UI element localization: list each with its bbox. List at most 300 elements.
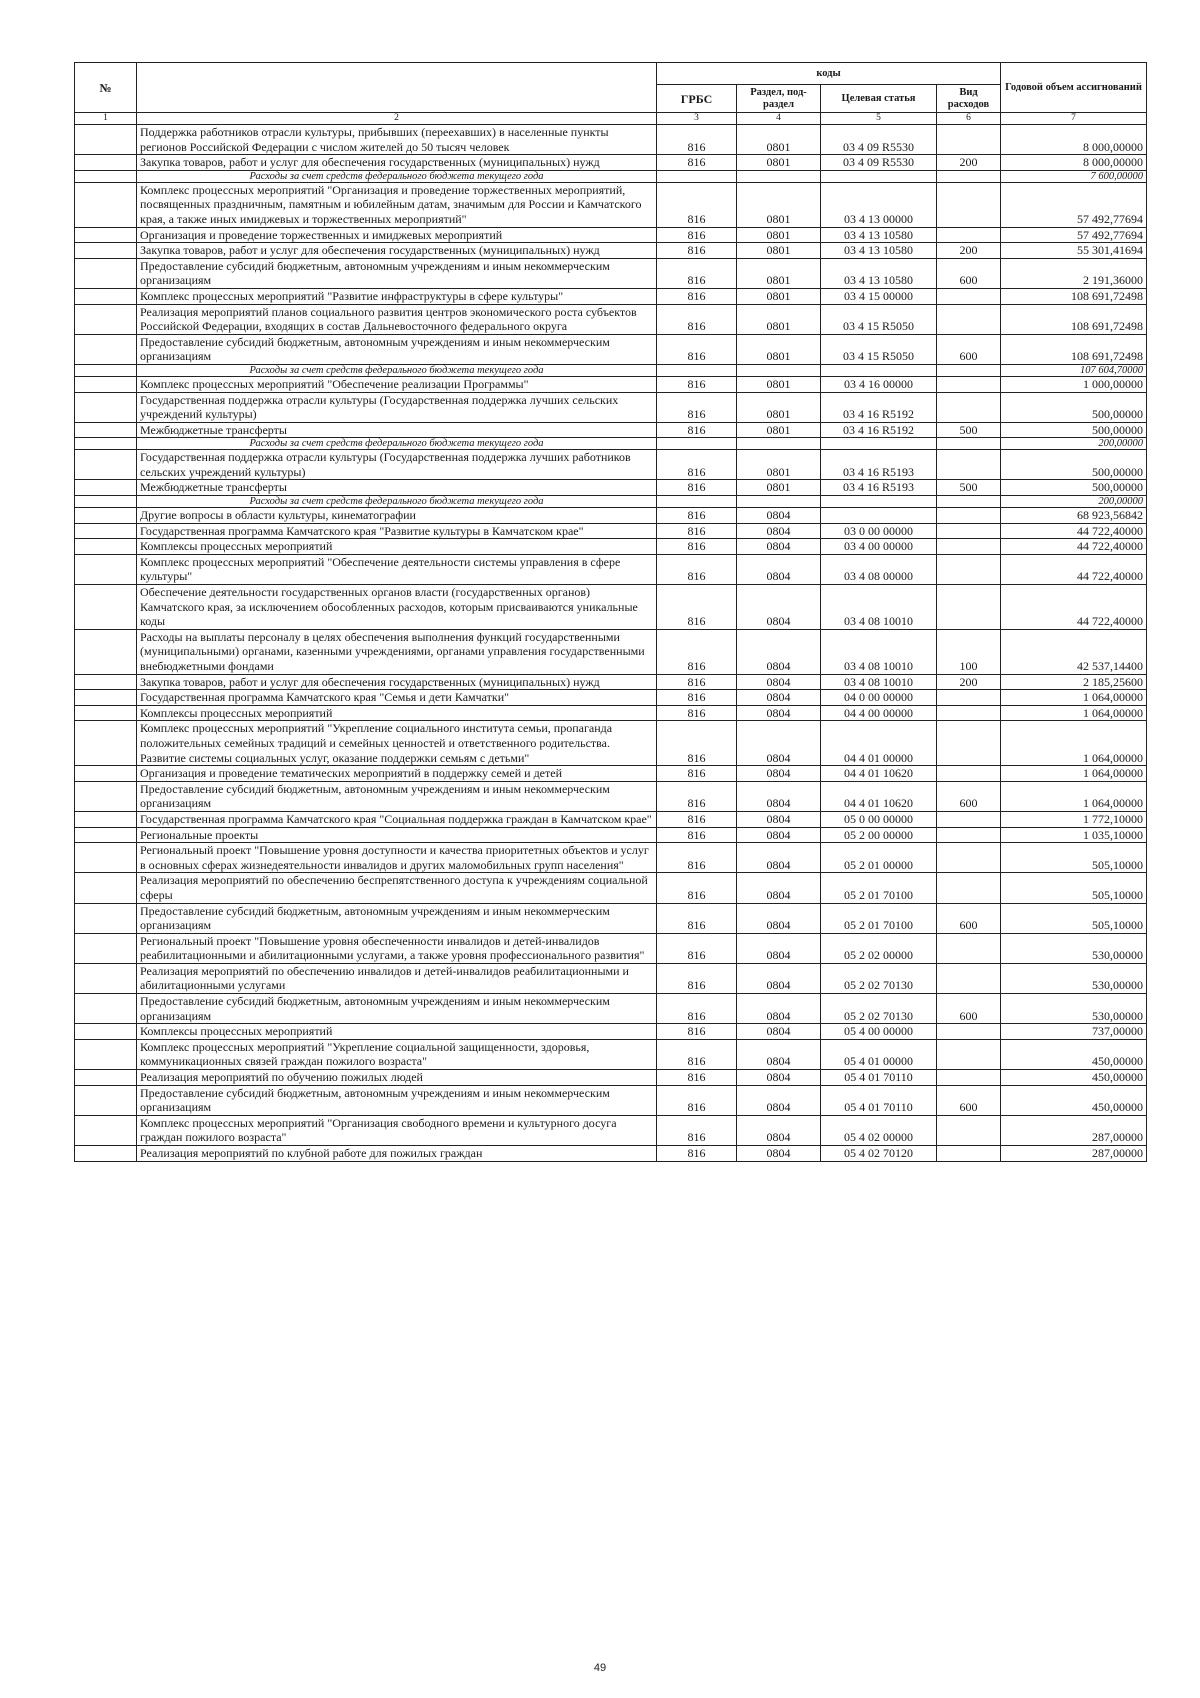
cell-grbs: 816 — [657, 994, 737, 1024]
cell-number — [75, 508, 137, 524]
cell-vid — [937, 766, 1001, 782]
cell-amount: 44 722,40000 — [1001, 585, 1147, 630]
cell-section: 0804 — [737, 903, 821, 933]
cell-target: 03 4 13 10580 — [821, 258, 937, 288]
cell-section: 0804 — [737, 690, 821, 706]
cell-name: Предоставление субсидий бюджетным, автономным учреждениям и иным некоммерческим организациям — [137, 1085, 657, 1115]
cell-target: 03 4 16 R5193 — [821, 480, 937, 496]
cell-target: 03 0 00 00000 — [821, 523, 937, 539]
cell-section: 0804 — [737, 539, 821, 555]
cell-grbs: 816 — [657, 304, 737, 334]
cell-name: Реализация мероприятий по обеспечению беспрепятственного доступа к учреждениям социальной сферы — [137, 873, 657, 903]
table-row — [75, 690, 1147, 706]
cell-amount: 108 691,72498 — [1001, 304, 1147, 334]
cell-target: 05 2 02 00000 — [821, 933, 937, 963]
cell-section: 0804 — [737, 554, 821, 584]
cell-name: Предоставление субсидий бюджетным, автономным учреждениям и иным некоммерческим организациям — [137, 994, 657, 1024]
cell-grbs: 816 — [657, 450, 737, 480]
header-name — [137, 63, 657, 113]
cell-name: Государственная поддержка отрасли культуры (Государственная поддержка лучших работников сельских учреждений культуры) — [137, 450, 657, 480]
cell-name: Предоставление субсидий бюджетным, автономным учреждениям и иным некоммерческим организациям — [137, 334, 657, 364]
cell-name: Реализация мероприятий по обучению пожилых людей — [137, 1070, 657, 1086]
col-num-6: 6 — [937, 113, 1001, 125]
cell-target — [821, 364, 937, 376]
table-row-note — [75, 496, 1147, 508]
cell-amount: 1 064,00000 — [1001, 766, 1147, 782]
table-row-note — [75, 170, 1147, 182]
cell-number — [75, 155, 137, 171]
cell-target: 03 4 13 00000 — [821, 182, 937, 227]
cell-section: 0804 — [737, 705, 821, 721]
cell-section: 0804 — [737, 1024, 821, 1040]
cell-name: Межбюджетные трансферты — [137, 480, 657, 496]
cell-target: 03 4 08 10010 — [821, 674, 937, 690]
header-volume: Годовой объем ассигнований — [1001, 63, 1147, 113]
cell-target: 03 4 13 10580 — [821, 227, 937, 243]
table-row — [75, 903, 1147, 933]
cell-grbs: 816 — [657, 227, 737, 243]
cell-name: Расходы за счет средств федерального бюджета текущего года — [137, 438, 657, 450]
cell-number — [75, 422, 137, 438]
cell-vid — [937, 508, 1001, 524]
cell-vid: 500 — [937, 422, 1001, 438]
cell-target: 05 2 02 70130 — [821, 963, 937, 993]
cell-vid: 600 — [937, 1085, 1001, 1115]
table-row — [75, 1115, 1147, 1145]
table-row — [75, 450, 1147, 480]
budget-table-body — [75, 125, 1147, 1162]
cell-amount: 450,00000 — [1001, 1039, 1147, 1069]
table-row — [75, 994, 1147, 1024]
cell-grbs: 816 — [657, 554, 737, 584]
cell-section: 0801 — [737, 480, 821, 496]
cell-amount: 530,00000 — [1001, 963, 1147, 993]
cell-section: 0801 — [737, 376, 821, 392]
cell-grbs: 816 — [657, 721, 737, 766]
cell-number — [75, 376, 137, 392]
cell-number — [75, 243, 137, 259]
cell-grbs: 816 — [657, 903, 737, 933]
cell-vid — [937, 288, 1001, 304]
cell-number — [75, 629, 137, 674]
cell-grbs — [657, 496, 737, 508]
cell-grbs: 816 — [657, 873, 737, 903]
header-target: Целевая статья — [821, 85, 937, 113]
cell-name: Межбюджетные трансферты — [137, 422, 657, 438]
cell-amount: 505,10000 — [1001, 843, 1147, 873]
cell-grbs: 816 — [657, 1146, 737, 1162]
cell-name: Предоставление субсидий бюджетным, автономным учреждениям и иным некоммерческим организациям — [137, 781, 657, 811]
cell-name: Региональные проекты — [137, 827, 657, 843]
cell-grbs: 816 — [657, 674, 737, 690]
cell-number — [75, 1039, 137, 1069]
cell-target — [821, 170, 937, 182]
cell-section — [737, 438, 821, 450]
cell-amount: 200,00000 — [1001, 496, 1147, 508]
cell-target: 05 4 00 00000 — [821, 1024, 937, 1040]
cell-grbs: 816 — [657, 288, 737, 304]
cell-vid — [937, 496, 1001, 508]
cell-number — [75, 438, 137, 450]
cell-grbs — [657, 170, 737, 182]
cell-target: 04 4 01 10620 — [821, 781, 937, 811]
cell-section — [737, 364, 821, 376]
cell-name: Региональный проект "Повышение уровня обеспеченности инвалидов и детей-инвалидов реабилитационными и абилитационными услугами, а также уровня профессионального развития" — [137, 933, 657, 963]
cell-name: Комплекс процессных мероприятий "Развитие инфраструктуры в сфере культуры" — [137, 288, 657, 304]
cell-number — [75, 721, 137, 766]
cell-grbs: 816 — [657, 539, 737, 555]
table-row — [75, 873, 1147, 903]
cell-amount: 287,00000 — [1001, 1146, 1147, 1162]
cell-grbs: 816 — [657, 125, 737, 155]
cell-number — [75, 873, 137, 903]
table-row — [75, 811, 1147, 827]
cell-name: Реализация мероприятий по обеспечению инвалидов и детей-инвалидов реабилитационными и абилитационными услугами — [137, 963, 657, 993]
cell-target: 04 0 00 00000 — [821, 690, 937, 706]
cell-target: 03 4 08 10010 — [821, 585, 937, 630]
cell-name: Комплекс процессных мероприятий "Организация свободного времени и культурного досуга граждан пожилого возраста" — [137, 1115, 657, 1145]
cell-amount: 1 064,00000 — [1001, 690, 1147, 706]
cell-number — [75, 690, 137, 706]
cell-number — [75, 170, 137, 182]
cell-section: 0804 — [737, 508, 821, 524]
cell-target: 03 4 13 10580 — [821, 243, 937, 259]
cell-name: Закупка товаров, работ и услуг для обеспечения государственных (муниципальных) нужд — [137, 243, 657, 259]
cell-target: 03 4 09 R5530 — [821, 155, 937, 171]
cell-number — [75, 1115, 137, 1145]
cell-number — [75, 539, 137, 555]
cell-amount: 57 492,77694 — [1001, 182, 1147, 227]
cell-name: Комплекс процессных мероприятий "Укрепление социального института семьи, пропаганда положительных семейных традиций и семейных ценностей и ответственного родительства. Развитие системы социальных услуг, оказание поддержки семьям с детьми" — [137, 721, 657, 766]
cell-number — [75, 1070, 137, 1086]
cell-amount: 287,00000 — [1001, 1115, 1147, 1145]
cell-grbs: 816 — [657, 422, 737, 438]
cell-vid — [937, 873, 1001, 903]
cell-target: 03 4 09 R5530 — [821, 125, 937, 155]
cell-target: 04 4 00 00000 — [821, 705, 937, 721]
cell-section: 0804 — [737, 994, 821, 1024]
cell-vid: 600 — [937, 994, 1001, 1024]
table-row-note — [75, 364, 1147, 376]
cell-section: 0801 — [737, 334, 821, 364]
cell-grbs: 816 — [657, 690, 737, 706]
cell-section: 0804 — [737, 629, 821, 674]
cell-amount: 42 537,14400 — [1001, 629, 1147, 674]
cell-number — [75, 480, 137, 496]
cell-number — [75, 523, 137, 539]
table-row — [75, 827, 1147, 843]
cell-name: Государственная программа Камчатского края "Социальная поддержка граждан в Камчатском крае" — [137, 811, 657, 827]
cell-grbs: 816 — [657, 781, 737, 811]
table-row — [75, 392, 1147, 422]
cell-section: 0804 — [737, 766, 821, 782]
cell-vid: 600 — [937, 781, 1001, 811]
cell-amount: 44 722,40000 — [1001, 539, 1147, 555]
cell-amount: 107 604,70000 — [1001, 364, 1147, 376]
cell-amount: 2 185,25600 — [1001, 674, 1147, 690]
table-row — [75, 585, 1147, 630]
cell-number — [75, 392, 137, 422]
table-row — [75, 304, 1147, 334]
cell-vid — [937, 1070, 1001, 1086]
cell-grbs: 816 — [657, 1070, 737, 1086]
table-row — [75, 480, 1147, 496]
cell-number — [75, 585, 137, 630]
cell-name: Закупка товаров, работ и услуг для обеспечения государственных (муниципальных) нужд — [137, 674, 657, 690]
cell-grbs: 816 — [657, 243, 737, 259]
cell-section: 0804 — [737, 811, 821, 827]
cell-target: 04 4 01 10620 — [821, 766, 937, 782]
cell-section: 0804 — [737, 1039, 821, 1069]
table-row — [75, 523, 1147, 539]
cell-section: 0801 — [737, 422, 821, 438]
table-row — [75, 843, 1147, 873]
header-codes: коды — [657, 63, 1001, 85]
cell-name: Государственная поддержка отрасли культуры (Государственная поддержка лучших сельских учреждений культуры) — [137, 392, 657, 422]
cell-number — [75, 1024, 137, 1040]
cell-target: 05 0 00 00000 — [821, 811, 937, 827]
cell-amount: 2 191,36000 — [1001, 258, 1147, 288]
cell-amount: 44 722,40000 — [1001, 554, 1147, 584]
cell-target: 05 4 01 00000 — [821, 1039, 937, 1069]
cell-grbs: 816 — [657, 585, 737, 630]
cell-name: Организация и проведение торжественных и имиджевых мероприятий — [137, 227, 657, 243]
cell-section: 0804 — [737, 674, 821, 690]
header-section: Раздел, под-раздел — [737, 85, 821, 113]
cell-vid — [937, 554, 1001, 584]
cell-target: 05 2 01 70100 — [821, 873, 937, 903]
cell-vid: 100 — [937, 629, 1001, 674]
cell-name: Региональный проект "Повышение уровня доступности и качества приоритетных объектов и услуг в основных сферах жизнедеятельности инвалидов и других маломобильных групп населения" — [137, 843, 657, 873]
cell-target: 03 4 16 00000 — [821, 376, 937, 392]
cell-section: 0804 — [737, 781, 821, 811]
cell-target: 03 4 15 R5050 — [821, 334, 937, 364]
cell-section: 0801 — [737, 155, 821, 171]
cell-amount: 1 064,00000 — [1001, 721, 1147, 766]
header-no: № — [75, 63, 137, 113]
table-row — [75, 1039, 1147, 1069]
cell-number — [75, 364, 137, 376]
cell-section: 0804 — [737, 1115, 821, 1145]
cell-vid — [937, 450, 1001, 480]
cell-vid — [937, 392, 1001, 422]
cell-section: 0804 — [737, 585, 821, 630]
cell-target: 05 4 02 00000 — [821, 1115, 937, 1145]
column-numbers-row — [75, 113, 1147, 125]
cell-number — [75, 258, 137, 288]
cell-target: 05 2 01 00000 — [821, 843, 937, 873]
table-row — [75, 155, 1147, 171]
table-row — [75, 376, 1147, 392]
cell-vid — [937, 827, 1001, 843]
cell-amount: 500,00000 — [1001, 422, 1147, 438]
cell-number — [75, 843, 137, 873]
cell-number — [75, 766, 137, 782]
cell-vid — [937, 933, 1001, 963]
cell-vid — [937, 438, 1001, 450]
cell-grbs: 816 — [657, 1039, 737, 1069]
cell-vid — [937, 170, 1001, 182]
table-row — [75, 258, 1147, 288]
cell-vid: 200 — [937, 155, 1001, 171]
cell-amount: 500,00000 — [1001, 392, 1147, 422]
cell-name: Организация и проведение тематических мероприятий в поддержку семей и детей — [137, 766, 657, 782]
cell-section: 0804 — [737, 1070, 821, 1086]
cell-target: 03 4 15 R5050 — [821, 304, 937, 334]
cell-amount: 505,10000 — [1001, 873, 1147, 903]
cell-target: 05 2 00 00000 — [821, 827, 937, 843]
table-row — [75, 554, 1147, 584]
cell-amount: 200,00000 — [1001, 438, 1147, 450]
cell-amount: 1 035,10000 — [1001, 827, 1147, 843]
cell-number — [75, 827, 137, 843]
cell-amount: 1 064,00000 — [1001, 705, 1147, 721]
cell-target — [821, 438, 937, 450]
cell-grbs: 816 — [657, 1085, 737, 1115]
cell-name: Расходы за счет средств федерального бюджета текущего года — [137, 364, 657, 376]
cell-grbs: 816 — [657, 376, 737, 392]
cell-amount: 530,00000 — [1001, 933, 1147, 963]
cell-vid — [937, 1146, 1001, 1162]
table-row — [75, 705, 1147, 721]
cell-target — [821, 496, 937, 508]
cell-amount: 55 301,41694 — [1001, 243, 1147, 259]
table-row — [75, 674, 1147, 690]
cell-grbs: 816 — [657, 480, 737, 496]
cell-amount: 7 600,00000 — [1001, 170, 1147, 182]
cell-grbs: 816 — [657, 811, 737, 827]
cell-name: Комплексы процессных мероприятий — [137, 539, 657, 555]
cell-number — [75, 125, 137, 155]
cell-section: 0804 — [737, 1146, 821, 1162]
cell-amount: 8 000,00000 — [1001, 125, 1147, 155]
cell-amount: 108 691,72498 — [1001, 334, 1147, 364]
cell-target: 05 4 02 70120 — [821, 1146, 937, 1162]
cell-amount: 500,00000 — [1001, 480, 1147, 496]
cell-grbs: 816 — [657, 155, 737, 171]
cell-grbs: 816 — [657, 523, 737, 539]
cell-name: Реализация мероприятий по клубной работе для пожилых граждан — [137, 1146, 657, 1162]
cell-vid — [937, 705, 1001, 721]
cell-number — [75, 1085, 137, 1115]
cell-target: 03 4 08 00000 — [821, 554, 937, 584]
cell-grbs: 816 — [657, 508, 737, 524]
cell-name: Комплекс процессных мероприятий "Обеспечение реализации Программы" — [137, 376, 657, 392]
cell-number — [75, 334, 137, 364]
cell-target: 05 2 02 70130 — [821, 994, 937, 1024]
cell-name: Поддержка работников отрасли культуры, прибывших (переехавших) в населенные пункты регионов Российской Федерации с числом жителей до 50 тысяч человек — [137, 125, 657, 155]
table-row — [75, 721, 1147, 766]
cell-section: 0801 — [737, 288, 821, 304]
cell-target: 03 4 16 R5192 — [821, 392, 937, 422]
cell-vid — [937, 843, 1001, 873]
cell-vid: 600 — [937, 903, 1001, 933]
cell-number — [75, 288, 137, 304]
cell-number — [75, 182, 137, 227]
cell-amount: 1 000,00000 — [1001, 376, 1147, 392]
header-vid: Вид расходов — [937, 85, 1001, 113]
cell-vid — [937, 1039, 1001, 1069]
cell-section: 0801 — [737, 450, 821, 480]
table-row — [75, 227, 1147, 243]
cell-name: Обеспечение деятельности государственных органов власти (государственных органов) Камчатского края, за исключением обособленных расходов, которым присваиваются уникальные коды — [137, 585, 657, 630]
cell-name: Комплекс процессных мероприятий "Организация и проведение торжественных мероприятий, посвященных праздничным, памятным и юбилейным датам, значимым для России и Камчатского края, а также иных имиджевых и торжественных мероприятий" — [137, 182, 657, 227]
table-row — [75, 422, 1147, 438]
cell-section: 0804 — [737, 827, 821, 843]
cell-name: Другие вопросы в области культуры, кинематографии — [137, 508, 657, 524]
cell-grbs: 816 — [657, 827, 737, 843]
cell-section: 0804 — [737, 1085, 821, 1115]
cell-grbs: 816 — [657, 334, 737, 364]
cell-number — [75, 304, 137, 334]
table-row — [75, 288, 1147, 304]
cell-target: 05 4 01 70110 — [821, 1085, 937, 1115]
cell-amount: 1 064,00000 — [1001, 781, 1147, 811]
cell-section: 0801 — [737, 243, 821, 259]
cell-name: Расходы на выплаты персоналу в целях обеспечения выполнения функций государственными (муниципальными) органами, казенными учреждениями, органами управления государственными внебюджетными фондами — [137, 629, 657, 674]
cell-grbs — [657, 364, 737, 376]
page-number: 49 — [593, 1662, 607, 1674]
cell-vid: 500 — [937, 480, 1001, 496]
cell-section: 0801 — [737, 227, 821, 243]
cell-number — [75, 496, 137, 508]
table-row-note — [75, 438, 1147, 450]
cell-vid — [937, 585, 1001, 630]
cell-grbs: 816 — [657, 963, 737, 993]
cell-name: Государственная программа Камчатского края "Семья и дети Камчатки" — [137, 690, 657, 706]
table-row — [75, 629, 1147, 674]
cell-section: 0801 — [737, 125, 821, 155]
cell-name: Закупка товаров, работ и услуг для обеспечения государственных (муниципальных) нужд — [137, 155, 657, 171]
table-row — [75, 766, 1147, 782]
cell-amount: 1 772,10000 — [1001, 811, 1147, 827]
cell-vid — [937, 811, 1001, 827]
cell-name: Предоставление субсидий бюджетным, автономным учреждениям и иным некоммерческим организациям — [137, 903, 657, 933]
cell-name: Расходы за счет средств федерального бюджета текущего года — [137, 170, 657, 182]
cell-number — [75, 674, 137, 690]
col-num-3: 3 — [657, 113, 737, 125]
cell-vid: 200 — [937, 243, 1001, 259]
cell-name: Реализация мероприятий планов социального развития центров экономического роста субъектов Российской Федерации, входящих в состав Дальневосточного федерального округа — [137, 304, 657, 334]
cell-vid — [937, 376, 1001, 392]
col-num-7: 7 — [1001, 113, 1147, 125]
header-grbs: ГРБС — [657, 85, 737, 113]
cell-number — [75, 705, 137, 721]
cell-grbs: 816 — [657, 182, 737, 227]
cell-section: 0804 — [737, 843, 821, 873]
cell-name: Комплекс процессных мероприятий "Обеспечение деятельности системы управления в сфере культуры" — [137, 554, 657, 584]
cell-number — [75, 781, 137, 811]
cell-vid — [937, 125, 1001, 155]
cell-name: Комплексы процессных мероприятий — [137, 1024, 657, 1040]
col-num-4: 4 — [737, 113, 821, 125]
table-row — [75, 1146, 1147, 1162]
cell-amount: 450,00000 — [1001, 1070, 1147, 1086]
cell-number — [75, 994, 137, 1024]
cell-target: 03 4 15 00000 — [821, 288, 937, 304]
cell-vid — [937, 182, 1001, 227]
col-num-5: 5 — [821, 113, 937, 125]
cell-number — [75, 811, 137, 827]
cell-grbs: 816 — [657, 705, 737, 721]
cell-section: 0804 — [737, 721, 821, 766]
table-row — [75, 1085, 1147, 1115]
cell-vid: 200 — [937, 674, 1001, 690]
cell-vid: 600 — [937, 258, 1001, 288]
table-row — [75, 1070, 1147, 1086]
cell-number — [75, 227, 137, 243]
cell-vid — [937, 539, 1001, 555]
